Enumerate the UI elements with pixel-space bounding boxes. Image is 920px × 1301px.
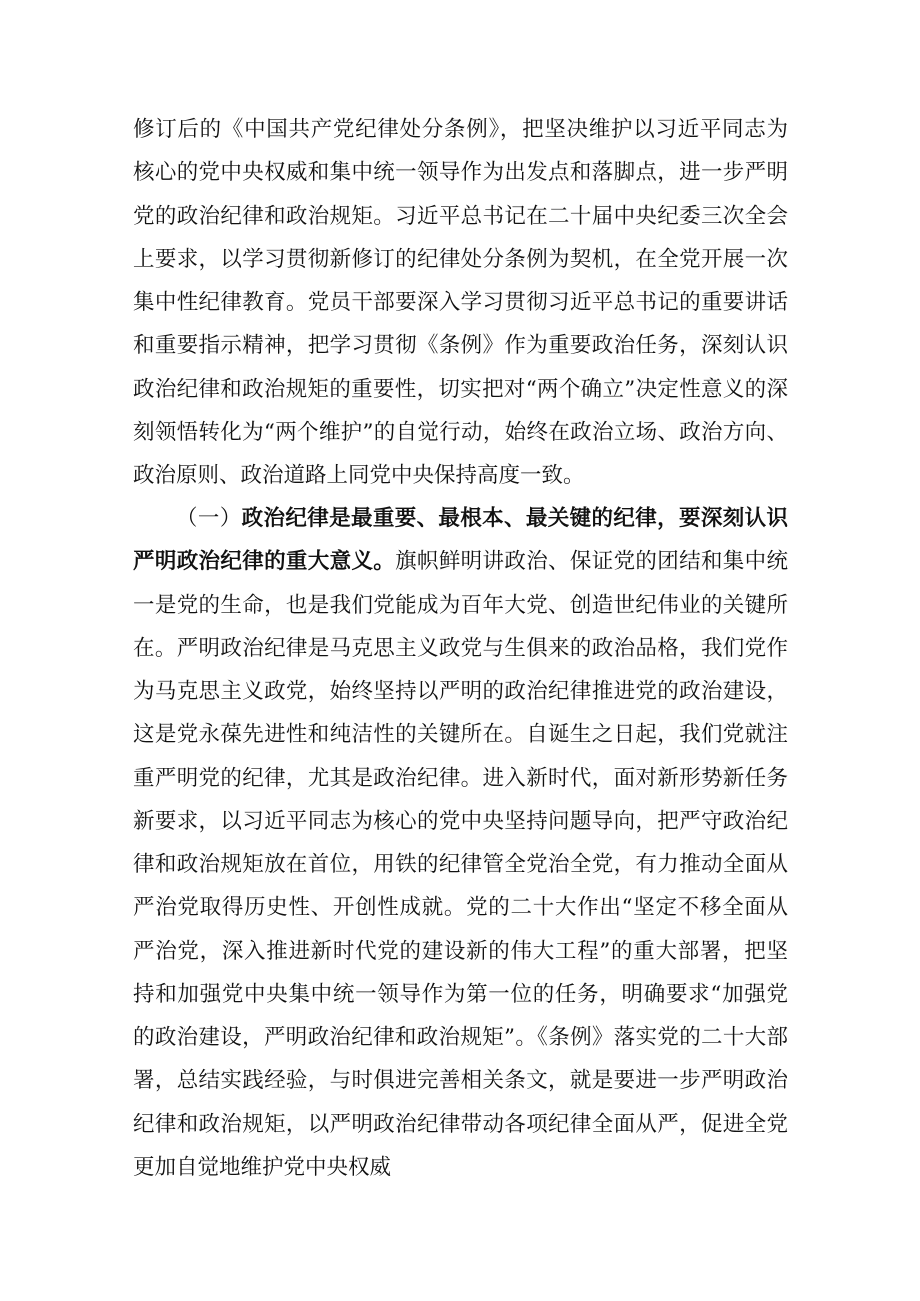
paragraph-1: 修订后的《中国共产党纪律处分条例》，把坚决维护以习近平同志为核心的党中央权威和集中统一领导作为出发点和落脚点，进一步严明党的政治纪律和政治规矩。习近平总书记在二十届中央纪委三次全会上要求，以学习贯彻新修订的纪律处分条例为契机，在全党开展一次集中性纪律教育。党员干部要深入学习贯彻习近平总书记的重要讲话和重要指示精神，把学习贯彻《条例》作为重要政治任务，深刻认识政治纪律和政治规矩的重要性，切实把对“两个确立”决定性意义的深刻领悟转化为“两个维护”的自觉行动，始终在政治立场、政治方向、政治原则、政治道路上同党中央保持高度一致。 [133,117,788,488]
paragraph-2 [133,497,788,1189]
section-heading: 政治纪律是最重要、最根本、最关键的纪律，要深刻认识严明政治纪律的重大意义。 [133,506,788,575]
section-body: 旗帜鲜明讲政治、保证党的团结和集中统一是党的生命，也是我们党能成为百年大党、创造世纪伟业的关键所在。严明政治纪律是马克思主义政党与生俱来的政治品格，我们党作为马克思主义政党，始终坚持以严明的政治纪律推进党的政治建设，这是党永葆先进性和纯洁性的关键所在。自诞生之日起，我们党就注重严明党的纪律，尤其是政治纪律。进入新时代，面对新形势新任务新要求，以习近平同志为核心的党中央坚持问题导向，把严守政治纪律和政治规矩放在首位，用铁的纪律管全党治全党，有力推动全面从严治党取得历史性、开创性成就。党的二十大作出“坚定不移全面从严治党，深入推进新时代党的建设新的伟大工程”的重大部署，把坚持和加强党中央集中统一领导作为第一位的任务，明确要求“加强党的政治建设，严明政治纪律和政治规矩”。《条例》落实党的二十大部署，总结实践经验，与时俱进完善相关条文，就是要进一步严明政治纪律和政治规矩，以严明政治纪律带动各项纪律全面从严，促进全党更加自觉地维护党中央权威 [133,549,788,1180]
section-number: （一） [176,506,242,531]
